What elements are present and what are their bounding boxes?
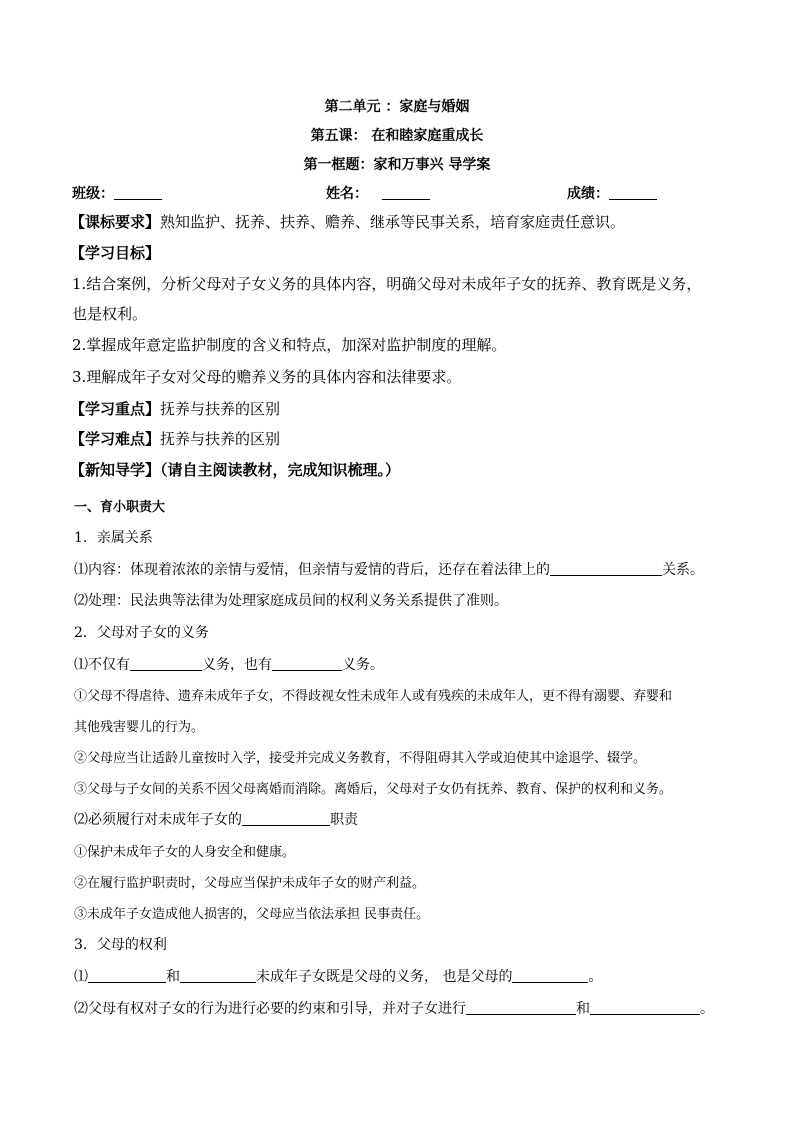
sub-2-duty-1: ①保护未成年子女的人身安全和健康。 [74, 845, 296, 860]
goal-item-1-cont: 也是权利。 [72, 305, 148, 323]
rights-blank-2 [180, 968, 256, 983]
key-point-text: 抚养与扶养的区别 [160, 400, 281, 418]
rights-blank-4 [466, 1000, 576, 1015]
sub-2-para-2: ⑵必须履行对未成年子女的 职责 [74, 812, 358, 828]
goal-item-1: 1.结合案例，分析父母对子女义务的具体内容，明确父母对未成年子女的抚养、教育既是义务， [72, 275, 702, 293]
sub-1-para-1: ⑴内容：体现着浓浓的亲情与爱情，但亲情与爱情的背后，还存在着法律上的 关系。 [74, 562, 704, 578]
duty-blank-2 [272, 656, 342, 671]
standard-tag: 【课标要求】 [70, 213, 161, 231]
rights-blank-1 [88, 968, 166, 983]
unit-title: 第二单元 ：家庭与婚姻 [324, 99, 470, 115]
duty-blank-1 [130, 656, 202, 671]
score-label: 成绩： [567, 186, 609, 202]
rights-blank-3 [512, 968, 588, 983]
class-field [72, 183, 162, 203]
key-point-line [70, 398, 280, 419]
guardian-blank [242, 811, 330, 826]
score-blank [609, 185, 657, 200]
score-field [567, 183, 657, 203]
name-label: 姓名： [326, 186, 368, 202]
name-field [326, 183, 430, 203]
sub-1-para-2: ⑵处理：民法典等法律为处理家庭成员间的权利义务关系提供了准则。 [74, 593, 508, 609]
difficulty-text: 抚养与扶养的区别 [160, 430, 281, 448]
difficulty-tag: 【学习难点】 [70, 430, 161, 448]
sub-2-clause-1: ①父母不得虐待、遗弃未成年子女，不得歧视女性未成年人或有残疾的未成年人，更不得有溺婴、弃婴和 [74, 689, 673, 704]
section-1-title: 一、育小职责大 [74, 500, 166, 515]
sub-2-title: 2．父母对子女的义务 [74, 625, 209, 641]
sub-2-clause-1-cont: 其他残害婴儿的行为。 [74, 720, 205, 735]
frame-title: 第一框题：家和万事兴 导学案 [303, 157, 491, 173]
sub-3-para-2: ⑵父母有权对子女的行为进行必要的约束和引导，并对子女进行 和 。 [74, 1001, 714, 1017]
standard-text: 熟知监护、抚养、扶养、赡养、继承等民事关系，培育家庭责任意识。 [160, 213, 626, 231]
new-knowledge-tag: 【新知导学】 [70, 461, 161, 479]
sub-2-duty-3: ③未成年子女造成他人损害的，父母应当依法承担 民事责任。 [74, 907, 430, 922]
sub-2-clause-3: ③父母与子女间的关系不因父母离婚而消除。离婚后，父母对子女仍有抚养、教育、保护的权利和义务。 [74, 782, 673, 797]
goals-tag: 【学习目标】 [70, 244, 161, 262]
goal-item-2: 2.掌握成年意定监护制度的含义和特点，加深对监护制度的理解。 [72, 336, 507, 354]
new-knowledge-line [70, 459, 400, 480]
rights-blank-5 [590, 1000, 700, 1015]
sub-2-duty-2: ②在履行监护职责时，父母应当保护未成年子女的财产利益。 [74, 876, 426, 891]
class-blank [114, 185, 162, 200]
lesson-title: 第五课： 在和睦家庭重成长 [310, 128, 484, 144]
class-label: 班级： [72, 186, 114, 202]
goal-item-3: 3.理解成年子女对父母的赡养义务的具体内容和法律要求。 [72, 368, 462, 386]
sub-1-title: 1．亲属关系 [74, 530, 153, 546]
sub-2-para-1: ⑴不仅有 义务，也有 义务。 [74, 657, 384, 673]
new-knowledge-text: （请自主阅读教材，完成知识梳理。） [160, 461, 401, 479]
difficulty-line [70, 428, 280, 449]
key-point-tag: 【学习重点】 [70, 400, 161, 418]
sub-3-title: 3．父母的权利 [74, 937, 167, 953]
standard-line [70, 211, 625, 232]
sub-2-clause-2: ②父母应当让适龄儿童按时入学，接受并完成义务教育，不得阻碍其入学或迫使其中途退学、辍学。 [74, 751, 647, 766]
name-blank [382, 185, 430, 200]
kin-relation-blank [550, 561, 662, 576]
sub-3-para-1: ⑴ 和 未成年子女既是父母的义务， 也是父母的 。 [74, 969, 603, 985]
